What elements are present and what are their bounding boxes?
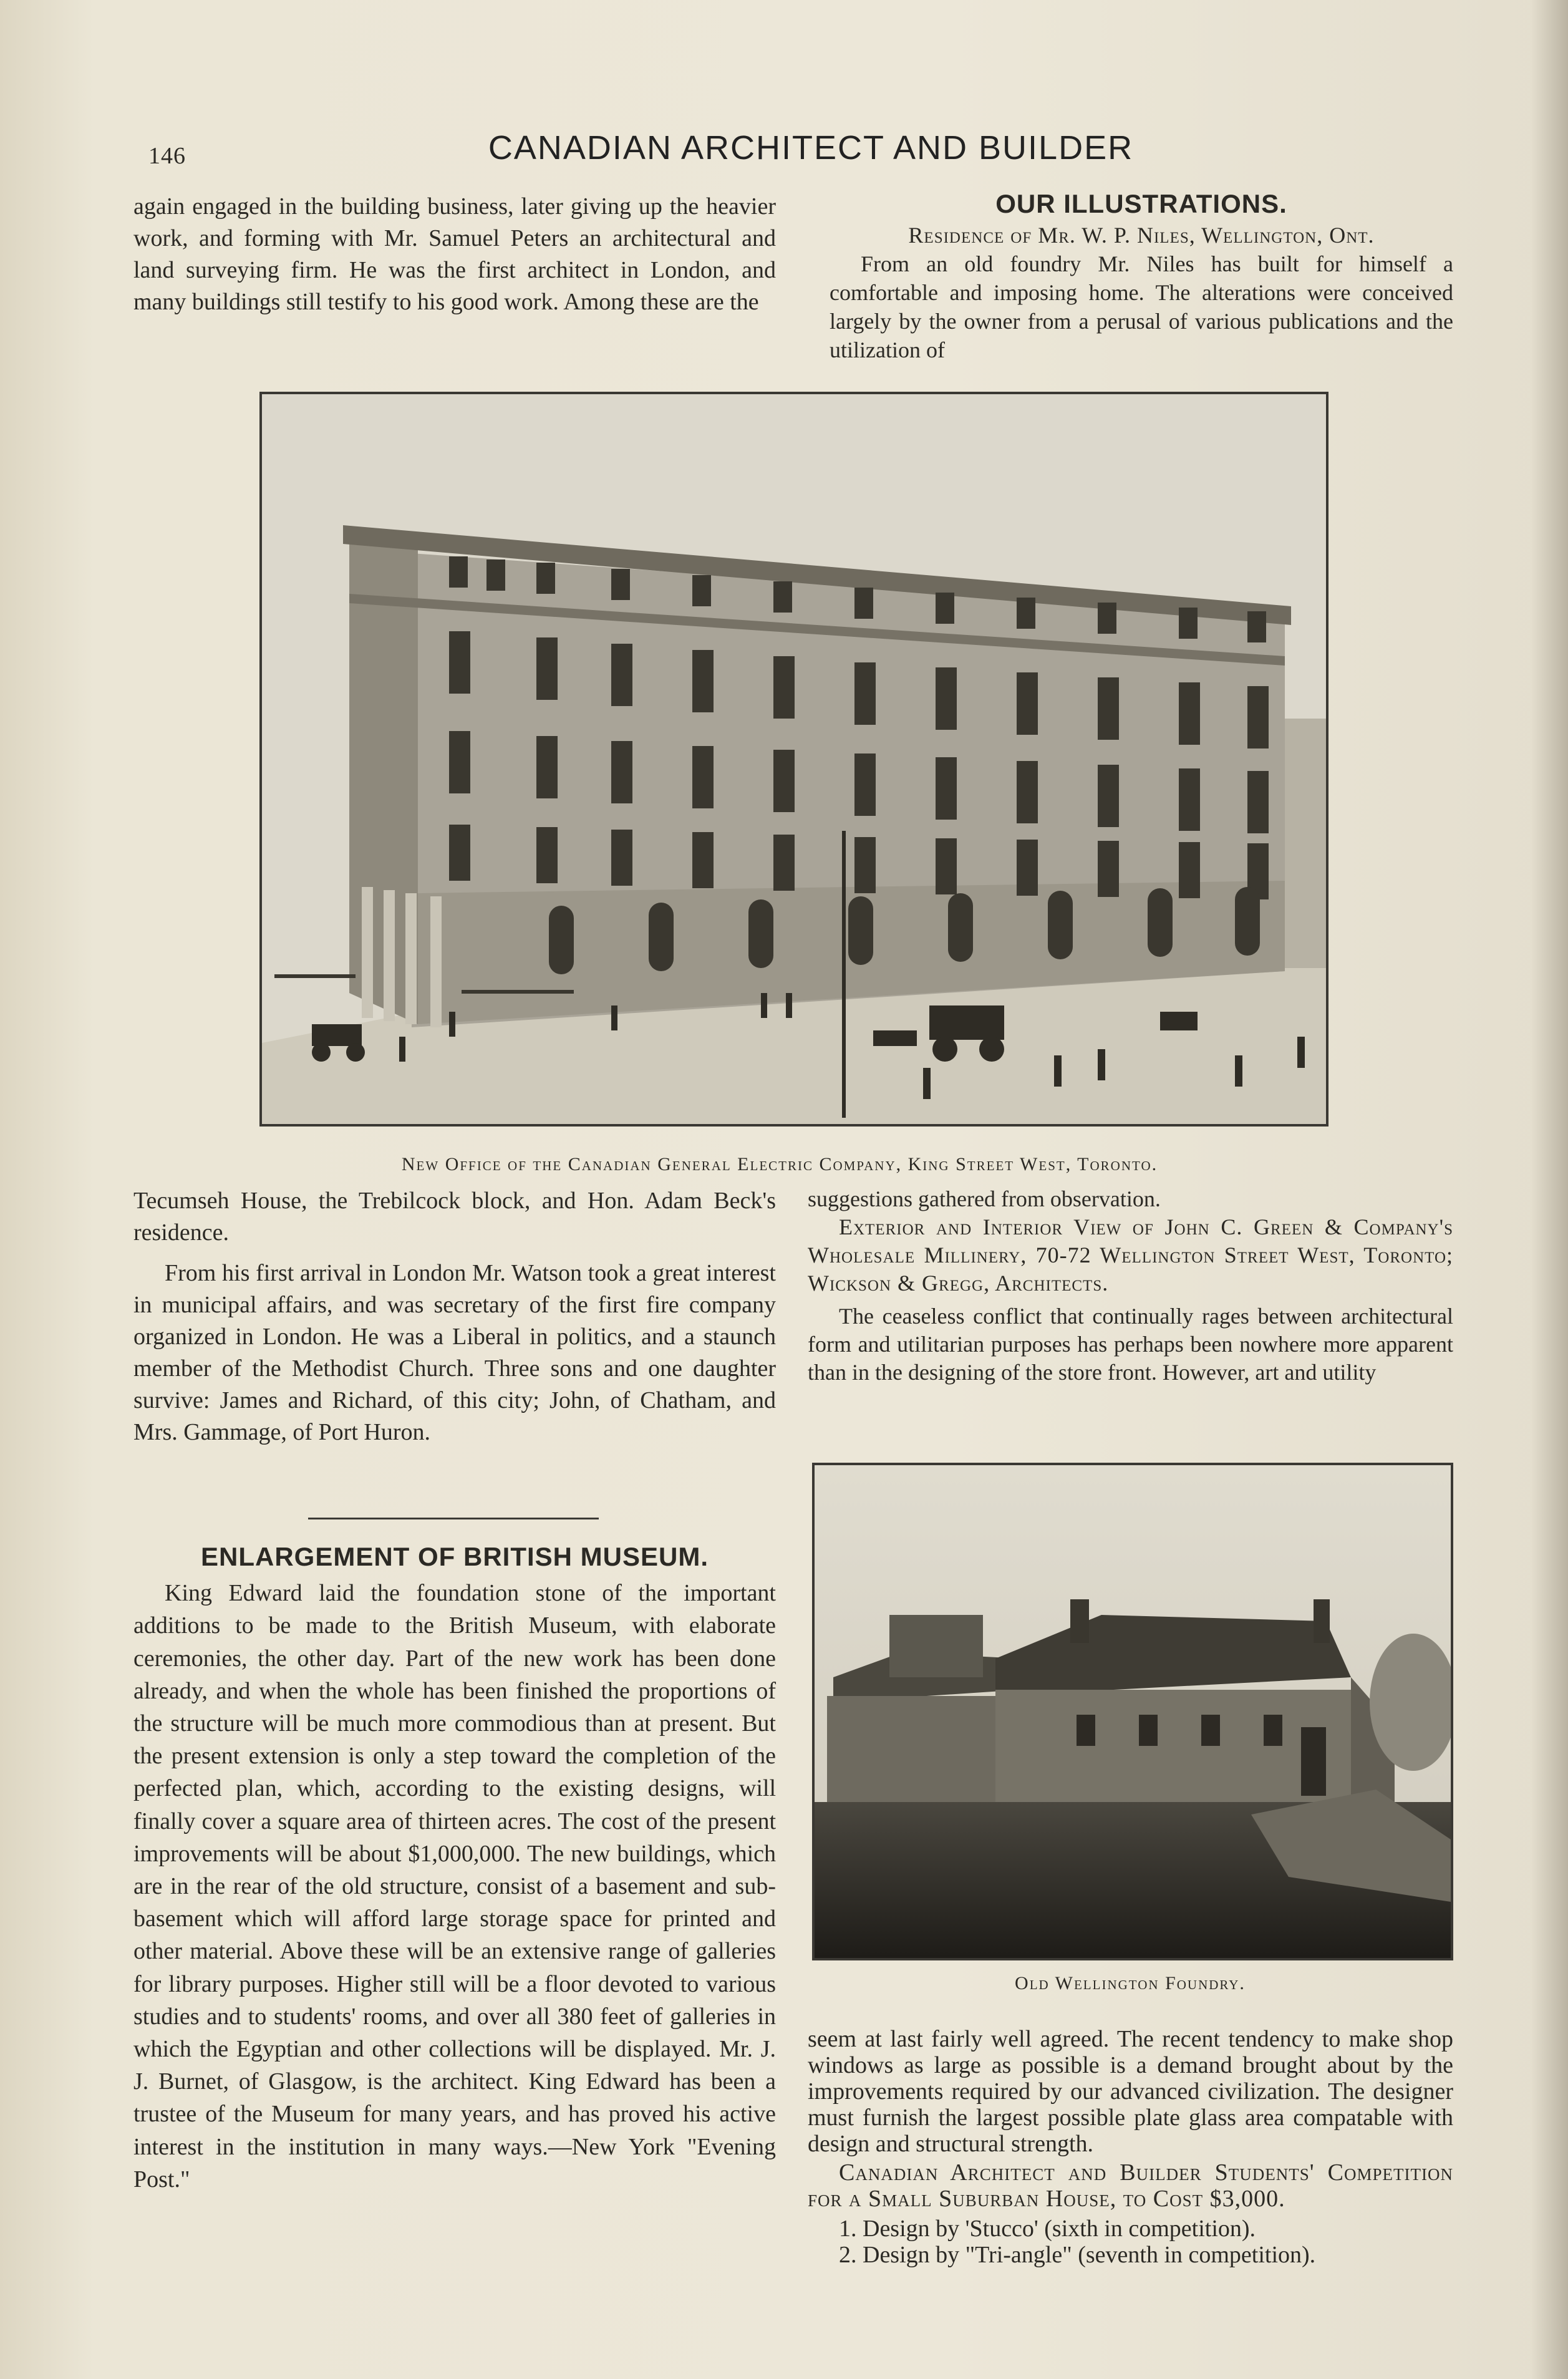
competition-item-1: 1. Design by 'Stucco' (sixth in competition). xyxy=(839,2216,1256,2242)
suggestions-paragraph: suggestions gathered from observation. xyxy=(808,1186,1161,1211)
page-number: 146 xyxy=(148,143,186,169)
watson-paragraph: From his first arrival in London Mr. Watson took a great interest in municipal affairs, and was secretary of the first fire company organized in London. He was a Liberal in politics, and a staunch member of the Methodist Church. Three sons and one daughter survive: James and Richard, of this city; John, of Chatham, and Mrs. Gammage, of Port Huron. xyxy=(133,1260,776,1445)
store-front-paragraph: The ceaseless conflict that continually rages between architectural form and utilitarian purposes has perhaps been nowhere more apparent than in the designing of the store front. However, art and utility xyxy=(808,1304,1453,1385)
journal-title: CANADIAN ARCHITECT AND BUILDER xyxy=(488,129,1134,167)
niles-residence-subheading: Residence of Mr. W. P. Niles, Wellington, Ont. xyxy=(908,223,1375,248)
left-top-column xyxy=(133,191,776,318)
left-middle-column xyxy=(133,1185,776,1448)
tecumseh-paragraph: Tecumseh House, the Trebilcock block, and Hon. Adam Beck's residence. xyxy=(133,1188,776,1246)
british-museum-article xyxy=(133,1541,776,2196)
ge-office-building-drawing xyxy=(262,394,1326,1124)
old-foundry-drawing xyxy=(815,1465,1451,1958)
old-foundry-image xyxy=(812,1463,1453,1960)
right-top-column xyxy=(830,190,1453,364)
section-divider xyxy=(308,1518,599,1519)
right-middle-column xyxy=(808,1185,1453,1387)
british-museum-text: King Edward laid the foundation stone of the important additions to be made to the British Museum, with elaborate ceremonies, the other day. Part of the new work has been done already, and when the whole has been finished the proportions of the structure will be much more commodious than at present. But the present extension is only a step toward the completion of the perfected plan, which, according to the existing designs, will finally cover a square area of thirteen acres. The cost of the present improvements will be about $1,000,000. The new buildings, which are in the rear of the old structure, consist of a basement and sub-basement which will afford large storage space for printed and other material. Above these will be an extensive range of galleries for library purposes. Higher still will be a floor devoted to various studies and to students' rooms, and over all 380 feet of galleries in which the Egyptian and other collections will be displayed. Mr. J. J. Burnet, of Glasgow, is the architect. King Edward has been a trustee of the Museum for many years, and has proved his active interest in the institution in many ways.—New York "Evening Post." xyxy=(133,1580,776,2192)
ge-office-building-image xyxy=(259,392,1328,1127)
shop-windows-paragraph: seem at last fairly well agreed. The recent tendency to make shop windows as large as possible is a demand brought about by the improvements required by our advanced civilization. The designer must furnish the largest possible plate glass area compatable with design and structural strength. xyxy=(808,2026,1453,2157)
competition-item-2: 2. Design by "Tri-angle" (seventh in competition). xyxy=(839,2242,1316,2268)
niles-residence-paragraph: From an old foundry Mr. Niles has built for himself a comfortable and imposing home. The alterations were conceived largely by the owner from a perusal of various publications and the utilization of xyxy=(830,251,1453,362)
spine-shadow xyxy=(1531,0,1568,2379)
old-foundry-caption: Old Wellington Foundry. xyxy=(1015,1973,1246,1994)
right-bottom-column xyxy=(808,2026,1453,2268)
students-competition-heading: Canadian Architect and Builder Students' Competition for a Small Suburban House, to Cost $3,000. xyxy=(808,2159,1453,2212)
ge-office-caption: New Office of the Canadian General Electric Company, King Street West, Toronto. xyxy=(401,1154,1158,1175)
green-millinery-subheading: Exterior and Interior View of John C. Green & Company's Wholesale Millinery, 70-72 Wellington Street West, Toronto; Wickson & Gregg, Architects. xyxy=(808,1214,1453,1296)
left-top-paragraph: again engaged in the building business, later giving up the heavier work, and forming with Mr. Samuel Peters an architectural and land surveying firm. He was the first architect in London, and many buildings still testify to his good work. Among these are the xyxy=(133,193,776,315)
our-illustrations-heading: OUR ILLUSTRATIONS. xyxy=(995,189,1287,218)
british-museum-heading: ENLARGEMENT OF BRITISH MUSEUM. xyxy=(201,1542,709,1571)
